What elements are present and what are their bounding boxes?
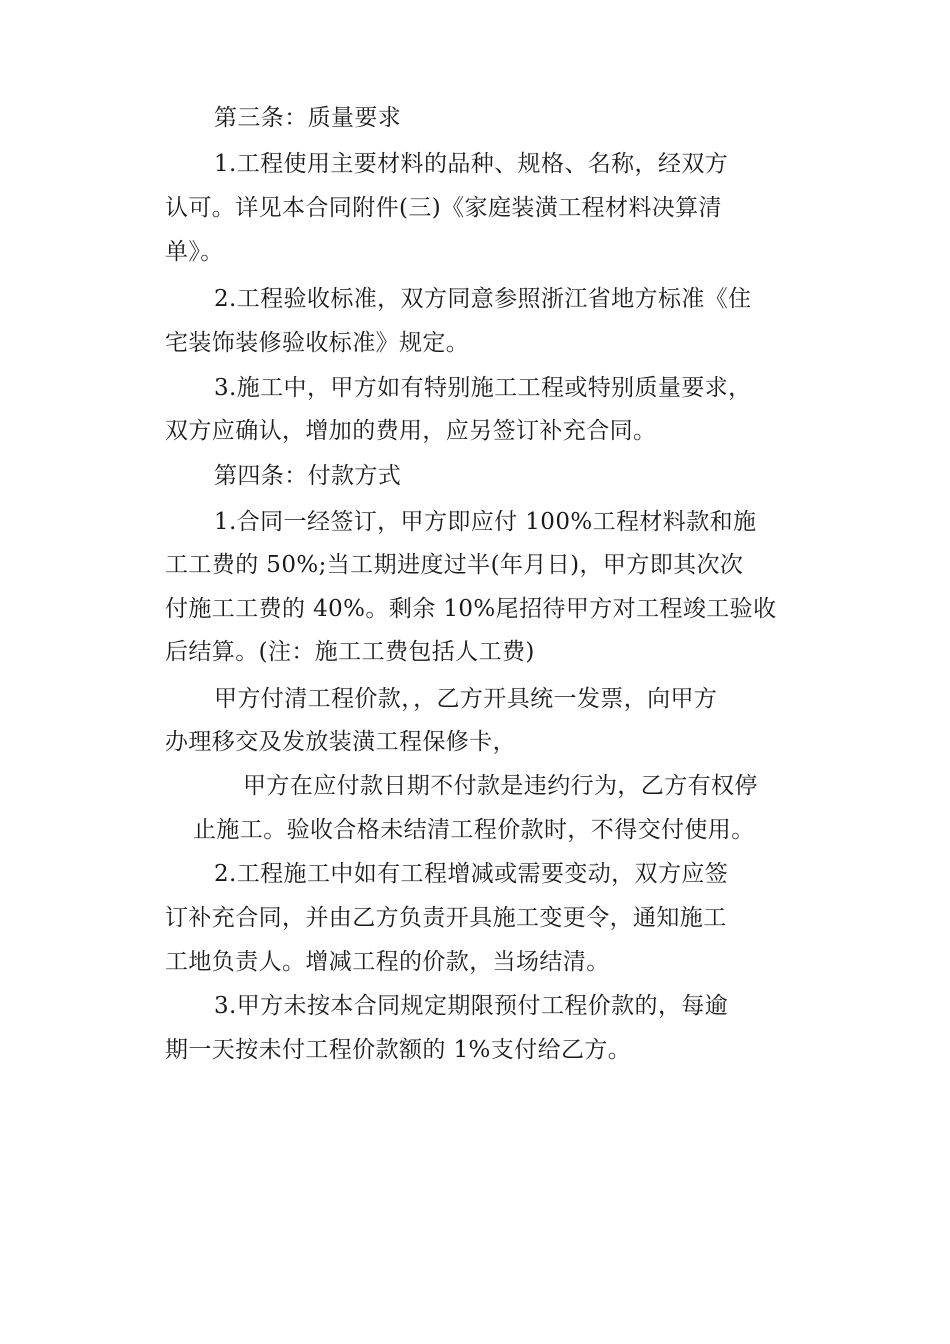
paragraph-line: 2.工程施工中如有工程增减或需要变动，双方应签 <box>214 861 729 887</box>
paragraph-line: 双方应确认，增加的费用，应另签订补充合同。 <box>165 418 657 444</box>
article-4-heading: 第四条：付款方式 <box>214 463 402 489</box>
paragraph-line: 止施工。验收合格未结清工程价款时，不得交付使用。 <box>193 817 755 843</box>
paragraph-line: 工工费的 50%;当工期进度过半(年月日)，甲方即其次次 <box>165 552 744 578</box>
paragraph-line: 1.合同一经签订，甲方即应付 100%工程材料款和施 <box>214 509 757 535</box>
paragraph-line: 后结算。(注：施工工费包括人工费) <box>165 639 535 665</box>
paragraph-line: 3.施工中，甲方如有特别施工工程或特别质量要求， <box>214 375 752 401</box>
paragraph-line: 订补充合同，并由乙方负责开具施工变更令，通知施工 <box>165 905 727 931</box>
paragraph-line: 宅装饰装修验收标准》规定。 <box>165 330 470 356</box>
paragraph-line: 认可。详见本合同附件(三)《家庭装潢工程材料决算清 <box>165 195 722 221</box>
paragraph-line: 1.工程使用主要材料的品种、规格、名称，经双方 <box>214 151 729 177</box>
paragraph-line: 付施工工费的 40%。剩余 10%尾招待甲方对工程竣工验收 <box>165 596 777 622</box>
paragraph-line: 3.甲方未按本合同规定期限预付工程价款的，每逾 <box>214 993 729 1019</box>
article-3-heading: 第三条：质量要求 <box>214 105 402 131</box>
paragraph-line: 期一天按未付工程价款额的 1%支付给乙方。 <box>165 1037 632 1063</box>
paragraph-line: 甲方付清工程价款，，乙方开具统一发票，向甲方 <box>214 686 718 712</box>
paragraph-line: 单》。 <box>165 239 224 265</box>
paragraph-line: 工地负责人。增减工程的价款，当场结清。 <box>165 949 610 975</box>
paragraph-line: 甲方在应付款日期不付款是违约行为，乙方有权停 <box>243 773 758 799</box>
paragraph-line: 办理移交及发放装潢工程保修卡， <box>165 729 516 755</box>
paragraph-line: 2.工程验收标准，双方同意参照浙江省地方标准《住 <box>214 286 752 312</box>
